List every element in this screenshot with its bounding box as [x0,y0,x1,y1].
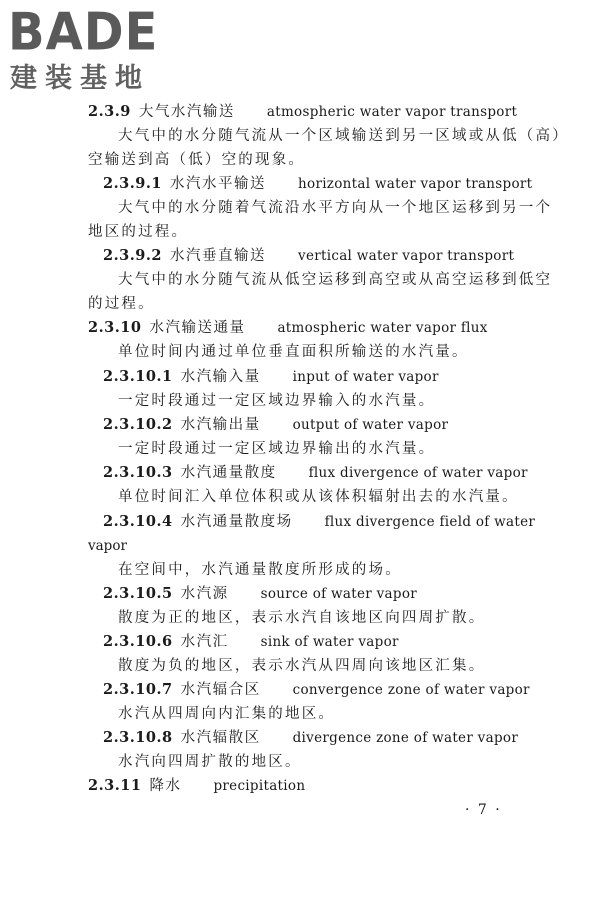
term-definition: 一定时段通过一定区域边界输出的水汽量。 [118,441,436,457]
term-cn: 水汽通量散度 [180,465,277,481]
term-cn: 水汽输入量 [180,369,261,385]
term-en-continuation: vapor [88,538,127,554]
term-definition: 在空间中，水汽通量散度所形成的场。 [118,562,402,578]
term-en: divergence zone of water vapor [292,730,519,746]
term-en: atmospheric water vapor flux [277,320,488,336]
term-definition: 水汽向四周扩散的地区。 [118,754,302,770]
logo-brand-cn: 建装基地 [10,63,150,94]
term-heading [88,318,488,338]
term-en: horizontal water vapor transport [298,176,533,192]
term-heading [103,584,417,604]
term-number: 2.3.9.2 [103,247,163,264]
term-en: precipitation [213,778,306,794]
term-definition: 大气中的水分随气流从一个区域输送到另一区域或从低（高） [118,128,569,144]
term-en: output of water vapor [292,417,449,433]
term-number: 2.3.10.8 [103,729,173,746]
term-definition: 大气中的水分随气流从低空运移到高空或从高空运移到低空 [118,272,553,288]
term-cn: 水汽辐合区 [180,682,261,698]
term-heading [103,728,518,748]
term-en: convergence zone of water vapor [292,682,530,698]
term-definition: 的过程。 [88,296,155,312]
term-definition: 地区的过程。 [88,224,189,240]
term-number: 2.3.10.2 [103,416,173,433]
term-heading [103,367,439,387]
term-en: flux divergence field of water [324,514,536,530]
term-number: 2.3.10.6 [103,633,173,650]
term-number: 2.3.11 [88,777,142,794]
term-heading [103,632,399,652]
term-definition: 单位时间汇入单位体积或从该体积辐射出去的水汽量。 [118,489,519,505]
term-number: 2.3.9.1 [103,175,163,192]
term-cn: 水汽源 [180,586,229,602]
term-cn: 大气水汽输送 [138,104,235,120]
term-heading [103,246,514,266]
term-cn: 水汽输送通量 [149,320,246,336]
term-definition: 水汽从四周向内汇集的地区。 [118,706,336,722]
term-heading [88,776,305,796]
term-heading [88,102,517,122]
term-number: 2.3.10.3 [103,464,173,481]
term-cn: 水汽输出量 [180,417,261,433]
term-heading [103,415,448,435]
term-number: 2.3.10 [88,319,142,336]
term-en: sink of water vapor [260,634,399,650]
term-cn: 水汽通量散度场 [180,514,293,530]
term-definition: 一定时段通过一定区域边界输入的水汽量。 [118,393,436,409]
term-en: vertical water vapor transport [298,248,515,264]
page-number: · 7 · [465,802,502,818]
brand-logo [8,1,178,94]
term-heading [103,680,530,700]
term-definition: 大气中的水分随着气流沿水平方向从一个地区运移到另一个 [118,200,553,216]
term-definition: 散度为正的地区，表示水汽自该地区向四周扩散。 [118,610,486,626]
term-number: 2.3.10.1 [103,368,173,385]
term-number: 2.3.10.7 [103,681,173,698]
logo-brand-en: BADE [8,1,159,63]
term-en: source of water vapor [260,586,418,602]
term-number: 2.3.10.4 [103,513,173,530]
term-definition: 空输送到高（低）空的现象。 [88,152,306,168]
term-en: atmospheric water vapor transport [266,104,518,120]
term-cn: 水汽水平输送 [170,176,267,192]
term-definition: 散度为负的地区，表示水汽从四周向该地区汇集。 [118,658,486,674]
term-heading [103,463,528,483]
term-number: 2.3.10.5 [103,585,173,602]
term-cn: 降水 [149,778,182,794]
term-heading [103,174,532,194]
term-cn: 水汽辐散区 [180,730,261,746]
term-cn: 水汽汇 [180,634,229,650]
term-en: flux divergence of water vapor [308,465,528,481]
term-definition: 单位时间内通过单位垂直面积所输送的水汽量。 [118,344,469,360]
term-heading [103,512,535,532]
term-en: input of water vapor [292,369,439,385]
term-number: 2.3.9 [88,103,131,120]
term-cn: 水汽垂直输送 [170,248,267,264]
